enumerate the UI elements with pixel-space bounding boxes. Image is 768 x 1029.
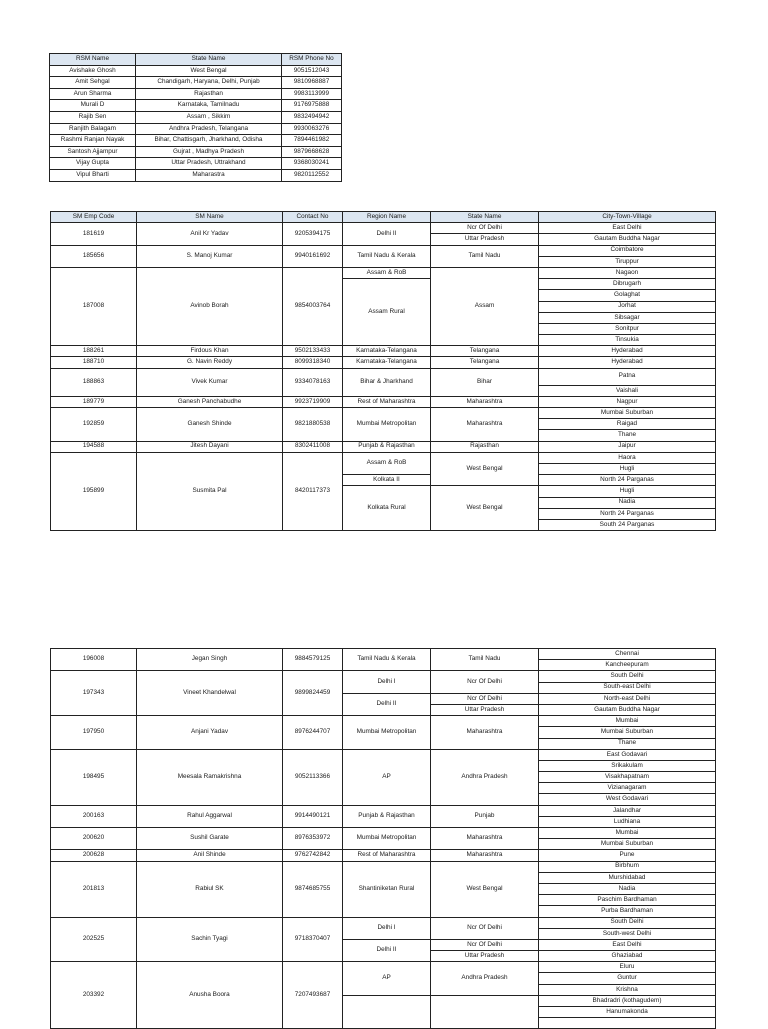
column-header: RSM Phone No	[282, 54, 342, 66]
rsm-name: Rajib Sen	[50, 111, 136, 123]
city-name: Pune	[539, 850, 716, 861]
rsm-states: Chandigarh, Haryana, Delhi, Punjab	[136, 77, 282, 89]
contact-no: 9052113366	[283, 749, 343, 805]
region-name: Kolkata II	[343, 475, 431, 486]
table-row	[51, 441, 716, 452]
emp-code: 196008	[51, 649, 137, 671]
contact-no: 8976244707	[283, 716, 343, 750]
state-name: Uttar Pradesh	[431, 234, 539, 245]
emp-code: 201813	[51, 861, 137, 917]
table-row	[50, 65, 342, 77]
sm-name: Sachin Tyagi	[137, 917, 283, 962]
city-name: West Godavari	[539, 794, 716, 805]
city-name: Hugli	[539, 463, 716, 474]
sm-territory-table-1	[50, 211, 716, 531]
emp-code: 197950	[51, 716, 137, 750]
city-name: Paschim Bardhaman	[539, 895, 716, 906]
contact-no: 9334078163	[283, 368, 343, 396]
city-name: Jaipur	[539, 441, 716, 452]
table-row	[50, 146, 342, 158]
state-name: Uttar Pradesh	[431, 704, 539, 715]
city-name: Bhadradri (kothagudem)	[539, 995, 716, 1006]
city-name: Mumbai Suburban	[539, 727, 716, 738]
rsm-phone: 9176975888	[282, 100, 342, 112]
city-name: Sonitpur	[539, 323, 716, 334]
sm-name: Vivek Kumar	[137, 368, 283, 396]
region-name: Kolkata Rural	[343, 486, 431, 531]
contact-no: 9940161692	[283, 245, 343, 267]
sm-name: Anusha Boora	[137, 962, 283, 1029]
table-row	[50, 135, 342, 147]
city-name: North 24 Parganas	[539, 508, 716, 519]
region-name: Assam & RoB	[343, 267, 431, 278]
rsm-states: Maharastra	[136, 169, 282, 181]
region-name: Assam & RoB	[343, 452, 431, 474]
table-row	[51, 716, 716, 727]
city-name: Jorhat	[539, 301, 716, 312]
region-name: Delhi II	[343, 223, 431, 245]
region-name: Tamil Nadu & Kerala	[343, 245, 431, 267]
city-name: Vizianagaram	[539, 783, 716, 794]
state-name: Andhra Pradesh	[431, 749, 539, 805]
city-name: Gautam Buddha Nagar	[539, 234, 716, 245]
rsm-name: Amit Sehgal	[50, 77, 136, 89]
column-header: SM Name	[137, 212, 283, 223]
city-name: Murshidabad	[539, 872, 716, 883]
state-name: Maharashtra	[431, 850, 539, 861]
rsm-states: Gujrat , Madhya Pradesh	[136, 146, 282, 158]
column-header: SM Emp Code	[51, 212, 137, 223]
city-name: North-east Delhi	[539, 693, 716, 704]
city-name: Guntur	[539, 973, 716, 984]
emp-code: 195899	[51, 452, 137, 530]
region-name: Tamil Nadu & Kerala	[343, 649, 431, 671]
city-name: Mumbai	[539, 716, 716, 727]
rsm-phone: 9810968887	[282, 77, 342, 89]
sm-name: Jitesh Dayani	[137, 441, 283, 452]
sm-name: Vineet Khandelwal	[137, 671, 283, 716]
column-header: Contact No	[283, 212, 343, 223]
sm-name: Anjani Yadav	[137, 716, 283, 750]
table-row	[51, 917, 716, 928]
sm-name: Ganesh Shinde	[137, 408, 283, 442]
state-name: Maharashtra	[431, 828, 539, 850]
emp-code: 203392	[51, 962, 137, 1029]
city-name: Sibsagar	[539, 312, 716, 323]
rsm-name: Vijay Gupta	[50, 158, 136, 170]
rsm-phone: 9930063276	[282, 123, 342, 135]
rsm-states: Karnataka, Tamilnadu	[136, 100, 282, 112]
emp-code: 192859	[51, 408, 137, 442]
table-row	[51, 649, 716, 660]
city-name: Tinsukia	[539, 335, 716, 346]
rsm-name: Arun Sharma	[50, 88, 136, 100]
contact-no: 9718370407	[283, 917, 343, 962]
emp-code: 185656	[51, 245, 137, 267]
sm-name: Ganesh Panchabudhe	[137, 396, 283, 407]
contact-no: 8302411008	[283, 441, 343, 452]
region-name: Assam Rural	[343, 279, 431, 346]
rsm-phone: 9051512043	[282, 65, 342, 77]
sm-name: G. Navin Reddy	[137, 357, 283, 368]
emp-code: 194588	[51, 441, 137, 452]
rsm-name: Rashmi Ranjan Nayak	[50, 135, 136, 147]
sm-name: Jegan Singh	[137, 649, 283, 671]
emp-code: 198495	[51, 749, 137, 805]
city-name: Hyderabad	[539, 346, 716, 357]
state-name: Rajasthan	[431, 441, 539, 452]
table-row	[51, 962, 716, 973]
emp-code: 188863	[51, 368, 137, 396]
city-name: South Delhi	[539, 917, 716, 928]
state-name: Ncr Of Delhi	[431, 939, 539, 950]
city-name: Eluru	[539, 962, 716, 973]
sm-name: Anil Kr Yadav	[137, 223, 283, 245]
state-name: Ncr Of Delhi	[431, 693, 539, 704]
column-header: City-Town-Village	[539, 212, 716, 223]
rsm-name: Avishake Ghosh	[50, 65, 136, 77]
column-header: State Name	[431, 212, 539, 223]
table-row	[51, 861, 716, 872]
table-row	[51, 805, 716, 816]
rsm-states: Bihar, Chattisgarh, Jharkhand, Odisha	[136, 135, 282, 147]
table-row	[51, 267, 716, 278]
city-name: Nadia	[539, 497, 716, 508]
sm-name: S. Manoj Kumar	[137, 245, 283, 267]
state-name: Ncr Of Delhi	[431, 671, 539, 693]
region-name: Karnataka-Telangana	[343, 346, 431, 357]
state-name: Ncr Of Delhi	[431, 223, 539, 234]
state-name: Ncr Of Delhi	[431, 917, 539, 939]
contact-no: 7207493687	[283, 962, 343, 1029]
state-name: Bihar	[431, 368, 539, 396]
region-name: Rest of Maharashtra	[343, 396, 431, 407]
contact-no: 8420117373	[283, 452, 343, 530]
state-name: Tamil Nadu	[431, 649, 539, 671]
city-name: Haora	[539, 452, 716, 463]
table-row	[51, 452, 716, 463]
table-row	[51, 357, 716, 368]
city-name: Hugli	[539, 486, 716, 497]
state-name: Telangana	[431, 346, 539, 357]
column-header: RSM Name	[50, 54, 136, 66]
state-name: Telangana	[431, 357, 539, 368]
rsm-phone: 9879668628	[282, 146, 342, 158]
table-row	[50, 123, 342, 135]
sm-name: Susmita Pal	[137, 452, 283, 530]
city-name: Srikakulam	[539, 760, 716, 771]
region-name: Mumbai Metropolitan	[343, 828, 431, 850]
state-name: Maharashtra	[431, 408, 539, 442]
sm-territory-table-2	[50, 648, 716, 1029]
rsm-states: West Bengal	[136, 65, 282, 77]
table-row	[51, 671, 716, 682]
contact-no: 9502133433	[283, 346, 343, 357]
region-name: Mumbai Metropolitan	[343, 716, 431, 750]
city-name: Coimbatore	[539, 245, 716, 256]
city-name: South Delhi	[539, 671, 716, 682]
state-name: Punjab	[431, 805, 539, 827]
state-name: West Bengal	[431, 452, 539, 486]
city-name: Ghaziabad	[539, 951, 716, 962]
city-name: Birbhum	[539, 861, 716, 872]
state-name: Andhra Pradesh	[431, 962, 539, 996]
contact-no: 9854003764	[283, 267, 343, 345]
rsm-name: Santosh Ajjampur	[50, 146, 136, 158]
table-row	[51, 828, 716, 839]
contact-no: 9914490121	[283, 805, 343, 827]
city-name: Nagaon	[539, 267, 716, 278]
contact-no: 9205394175	[283, 223, 343, 245]
city-name	[539, 1018, 716, 1029]
rsm-states: Assam , Sikkim	[136, 111, 282, 123]
city-name: East Godavari	[539, 749, 716, 760]
city-name: Hanumakonda	[539, 1007, 716, 1018]
table-row	[51, 245, 716, 256]
city-name: Kancheepuram	[539, 660, 716, 671]
table-row	[51, 850, 716, 861]
emp-code: 188261	[51, 346, 137, 357]
rsm-states: Andhra Pradesh, Telangana	[136, 123, 282, 135]
contact-no: 9884579125	[283, 649, 343, 671]
column-header: Region Name	[343, 212, 431, 223]
table-row	[50, 158, 342, 170]
state-name: Maharashtra	[431, 716, 539, 750]
contact-no: 9762742842	[283, 850, 343, 861]
city-name: Nagpur	[539, 396, 716, 407]
sm-name: Anil Shinde	[137, 850, 283, 861]
region-name: Karnataka-Telangana	[343, 357, 431, 368]
rsm-phone: 9820112552	[282, 169, 342, 181]
city-name: Mumbai	[539, 828, 716, 839]
city-name: Krishna	[539, 984, 716, 995]
city-name: Thane	[539, 430, 716, 441]
rsm-phone: 9832494942	[282, 111, 342, 123]
city-name: Dibrugarh	[539, 279, 716, 290]
state-name: Maharashtra	[431, 396, 539, 407]
table-row	[50, 77, 342, 89]
city-name: Raigad	[539, 419, 716, 430]
emp-code: 200620	[51, 828, 137, 850]
region-name: Delhi I	[343, 671, 431, 693]
contact-no: 9874685755	[283, 861, 343, 917]
region-name: Rest of Maharashtra	[343, 850, 431, 861]
sm-name: Meesala Ramakrishna	[137, 749, 283, 805]
emp-code: 187008	[51, 267, 137, 345]
state-name: West Bengal	[431, 486, 539, 531]
city-name: Chennai	[539, 649, 716, 660]
contact-no: 9899824459	[283, 671, 343, 716]
emp-code: 197343	[51, 671, 137, 716]
emp-code: 202525	[51, 917, 137, 962]
state-name: West Bengal	[431, 861, 539, 917]
city-name: Mumbai Suburban	[539, 839, 716, 850]
city-name: East Delhi	[539, 223, 716, 234]
table-header-row	[51, 212, 716, 223]
table-row	[50, 88, 342, 100]
table-row	[51, 346, 716, 357]
city-name: Mumbai Suburban	[539, 408, 716, 419]
rsm-phone: 7894461982	[282, 135, 342, 147]
city-name: Patna	[539, 368, 716, 385]
region-name: Delhi II	[343, 939, 431, 961]
city-name: Vaishali	[539, 385, 716, 396]
city-name: Tiruppur	[539, 256, 716, 267]
table-row	[51, 749, 716, 760]
emp-code: 200163	[51, 805, 137, 827]
sm-name: Sushil Garate	[137, 828, 283, 850]
table-row	[50, 100, 342, 112]
contact-no: 9923719909	[283, 396, 343, 407]
contact-no: 9821880538	[283, 408, 343, 442]
table-row	[50, 111, 342, 123]
sm-name: Firdous Khan	[137, 346, 283, 357]
table-row	[51, 368, 716, 385]
city-name: Thane	[539, 738, 716, 749]
region-name: AP	[343, 962, 431, 996]
sm-name: Rahul Aggarwal	[137, 805, 283, 827]
city-name: Nadia	[539, 883, 716, 894]
contact-no: 8976353972	[283, 828, 343, 850]
city-name: Hyderabad	[539, 357, 716, 368]
state-name: Assam	[431, 267, 539, 345]
city-name: Visakhapatnam	[539, 772, 716, 783]
rsm-name: Murali D	[50, 100, 136, 112]
region-name: Delhi I	[343, 917, 431, 939]
rsm-contact-table	[49, 53, 342, 182]
city-name: Purba Bardhaman	[539, 906, 716, 917]
city-name: South-west Delhi	[539, 928, 716, 939]
rsm-states: Uttar Pradesh, Uttrakhand	[136, 158, 282, 170]
table-row	[51, 223, 716, 234]
region-name: AP	[343, 749, 431, 805]
region-name: Punjab & Rajasthan	[343, 805, 431, 827]
city-name: Jalandhar	[539, 805, 716, 816]
state-name: Uttar Pradesh	[431, 951, 539, 962]
table-header-row	[50, 54, 342, 66]
table-row	[51, 408, 716, 419]
city-name: South 24 Parganas	[539, 519, 716, 530]
city-name: Gautam Buddha Nagar	[539, 704, 716, 715]
sm-name: Rabiul SK	[137, 861, 283, 917]
city-name: Golaghat	[539, 290, 716, 301]
rsm-name: Vipul Bharti	[50, 169, 136, 181]
sm-name: Avinob Borah	[137, 267, 283, 345]
region-name: Mumbai Metropolitan	[343, 408, 431, 442]
column-header: State Name	[136, 54, 282, 66]
contact-no: 8099318340	[283, 357, 343, 368]
city-name: South-east Delhi	[539, 682, 716, 693]
rsm-states: Rajasthan	[136, 88, 282, 100]
emp-code: 200628	[51, 850, 137, 861]
emp-code: 181619	[51, 223, 137, 245]
region-name: Shantiniketan Rural	[343, 861, 431, 917]
table-row	[51, 396, 716, 407]
table-row	[50, 169, 342, 181]
rsm-phone: 9983113999	[282, 88, 342, 100]
region-name: Bihar & Jharkhand	[343, 368, 431, 396]
city-name: Ludhiana	[539, 816, 716, 827]
city-name: East Delhi	[539, 939, 716, 950]
region-name: Delhi II	[343, 693, 431, 715]
region-name: Punjab & Rajasthan	[343, 441, 431, 452]
emp-code: 188710	[51, 357, 137, 368]
rsm-phone: 9368030241	[282, 158, 342, 170]
emp-code: 189779	[51, 396, 137, 407]
state-name: Tamil Nadu	[431, 245, 539, 267]
rsm-name: Ranjith Balagam	[50, 123, 136, 135]
city-name: North 24 Parganas	[539, 475, 716, 486]
